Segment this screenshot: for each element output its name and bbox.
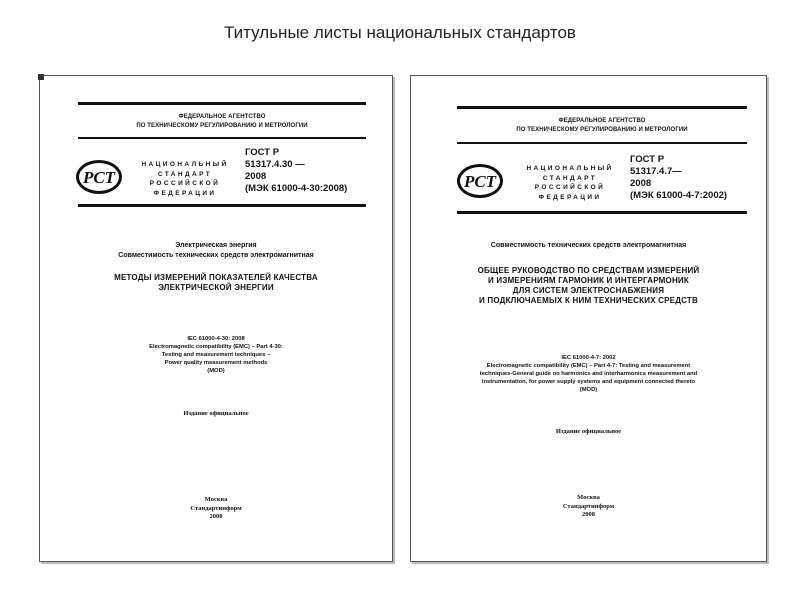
title-line: ОБЩЕЕ РУКОВОДСТВО ПО СРЕДСТВАМ ИЗМЕРЕНИЙ [477, 266, 700, 275]
subject-line: Совместимость технических средств электромагнитная [118, 251, 314, 259]
rst-logo-icon [457, 164, 503, 198]
gost-designation [245, 147, 385, 195]
national-standard-line: РОССИЙСКОЙ [534, 184, 606, 191]
agency-rule [457, 142, 747, 144]
national-standard-line: ФЕДЕРАЦИИ [538, 193, 602, 201]
agency-line-2: ПО ТЕХНИЧЕСКОМУ РЕГУЛИРОВАНИЮ И МЕТРОЛОГИИ [136, 123, 308, 129]
edition-note: Издание официальное [555, 428, 622, 435]
agency-name [457, 117, 747, 135]
national-standard-label [130, 160, 240, 198]
agency-name [78, 113, 366, 131]
intl-line: IEC 61000-4-30: 2008 [187, 336, 245, 342]
international-equivalent [425, 354, 752, 394]
imprint [425, 494, 752, 520]
national-standard-line: СТАНДАРТ [157, 170, 213, 178]
imprint-city: Москва [577, 494, 600, 501]
gost-line: ГОСТ Р [245, 147, 280, 158]
title-line: ЭЛЕКТРИЧЕСКОЙ ЭНЕРГИИ [158, 283, 274, 292]
gost-line: 2008 [245, 171, 267, 182]
subject-area [431, 241, 746, 251]
intl-line: Power quality measurement methods [164, 360, 268, 366]
title-line: И ПОДКЛЮЧАЕМЫХ К НИМ ТЕХНИЧЕСКИХ СРЕДСТВ [479, 296, 698, 305]
header-bottom-rule [78, 204, 366, 207]
svg-text:РСТ: РСТ [82, 168, 116, 187]
international-equivalent [60, 335, 372, 375]
intl-line: Testing and measurement techniques – [161, 352, 271, 358]
slide-title: Титульные листы национальных стандартов [224, 23, 576, 42]
title-line: И ИЗМЕРЕНИЯМ ГАРМОНИК И ИНТЕРГАРМОНИК [488, 276, 689, 285]
title-page-gost-51317-4-30 [39, 75, 393, 562]
imprint-publisher: Стандартинформ [190, 504, 242, 512]
national-standard-line: СТАНДАРТ [542, 174, 598, 182]
title-line: МЕТОДЫ ИЗМЕРЕНИЙ ПОКАЗАТЕЛЕЙ КАЧЕСТВА [114, 273, 318, 282]
national-standard-line: ФЕДЕРАЦИИ [153, 189, 217, 197]
intl-line: IEC 61000-4-7: 2002 [561, 355, 616, 361]
edition-note: Издание официальное [183, 410, 249, 417]
subject-line: Совместимость технических средств электромагнитная [490, 242, 687, 249]
national-standard-line: НАЦИОНАЛЬНЫЙ [526, 165, 614, 172]
national-standard-line: РОССИЙСКОЙ [149, 180, 221, 187]
agency-line-1: ФЕДЕРАЛЬНОЕ АГЕНТСТВО [558, 118, 646, 124]
intl-line: techniques-General guide on harmonics and interharmonics measurement and [479, 371, 698, 377]
rst-logo-icon [76, 160, 122, 194]
intl-line: Electromagnetic compatibility (EMC) – Part 4-30: [149, 344, 283, 350]
document-title [425, 266, 752, 306]
gost-line: ГОСТ Р [630, 154, 665, 165]
intl-line: (MOD) [579, 387, 598, 393]
gost-line: 2008 [630, 178, 652, 189]
national-standard-line: НАЦИОНАЛЬНЫЙ [141, 161, 229, 168]
document-title [60, 273, 372, 293]
agency-line-2: ПО ТЕХНИЧЕСКОМУ РЕГУЛИРОВАНИЮ И МЕТРОЛОГИИ [516, 127, 688, 133]
title-page-gost-51317-4-7 [410, 75, 767, 562]
imprint [60, 496, 372, 522]
imprint-publisher: Стандартинформ [562, 502, 615, 510]
national-standard-label [515, 164, 625, 202]
top-rule [457, 106, 747, 109]
title-line: ДЛЯ СИСТЕМ ЭЛЕКТРОСНАБЖЕНИЯ [512, 286, 665, 295]
agency-rule [78, 137, 366, 139]
gost-designation [630, 154, 762, 202]
svg-text:РСТ: РСТ [463, 172, 497, 191]
gost-line: (МЭК 61000-4-30:2008) [245, 183, 348, 194]
agency-line-1: ФЕДЕРАЛЬНОЕ АГЕНТСТВО [178, 114, 266, 120]
intl-line: (MOD) [207, 368, 225, 374]
imprint-year: 2008 [582, 511, 595, 518]
gost-line: 51317.4.7— [630, 166, 682, 177]
imprint-year: 2008 [209, 513, 223, 520]
subject-area [60, 241, 372, 260]
gost-line: (МЭК 61000-4-7:2002) [630, 190, 728, 201]
imprint-city: Москва [204, 496, 228, 503]
subject-line: Электрическая энергия [175, 242, 257, 249]
scan-corner-mark [38, 74, 44, 80]
header-bottom-rule [457, 211, 747, 214]
gost-line: 51317.4.30 — [245, 159, 305, 170]
intl-line: Electromagnetic compatibility (EMC) – Part 4-7: Testing and measurement [486, 363, 691, 369]
top-rule [78, 102, 366, 105]
intl-line: instrumentation, for power supply systems and equipment connected thereto [481, 379, 696, 385]
